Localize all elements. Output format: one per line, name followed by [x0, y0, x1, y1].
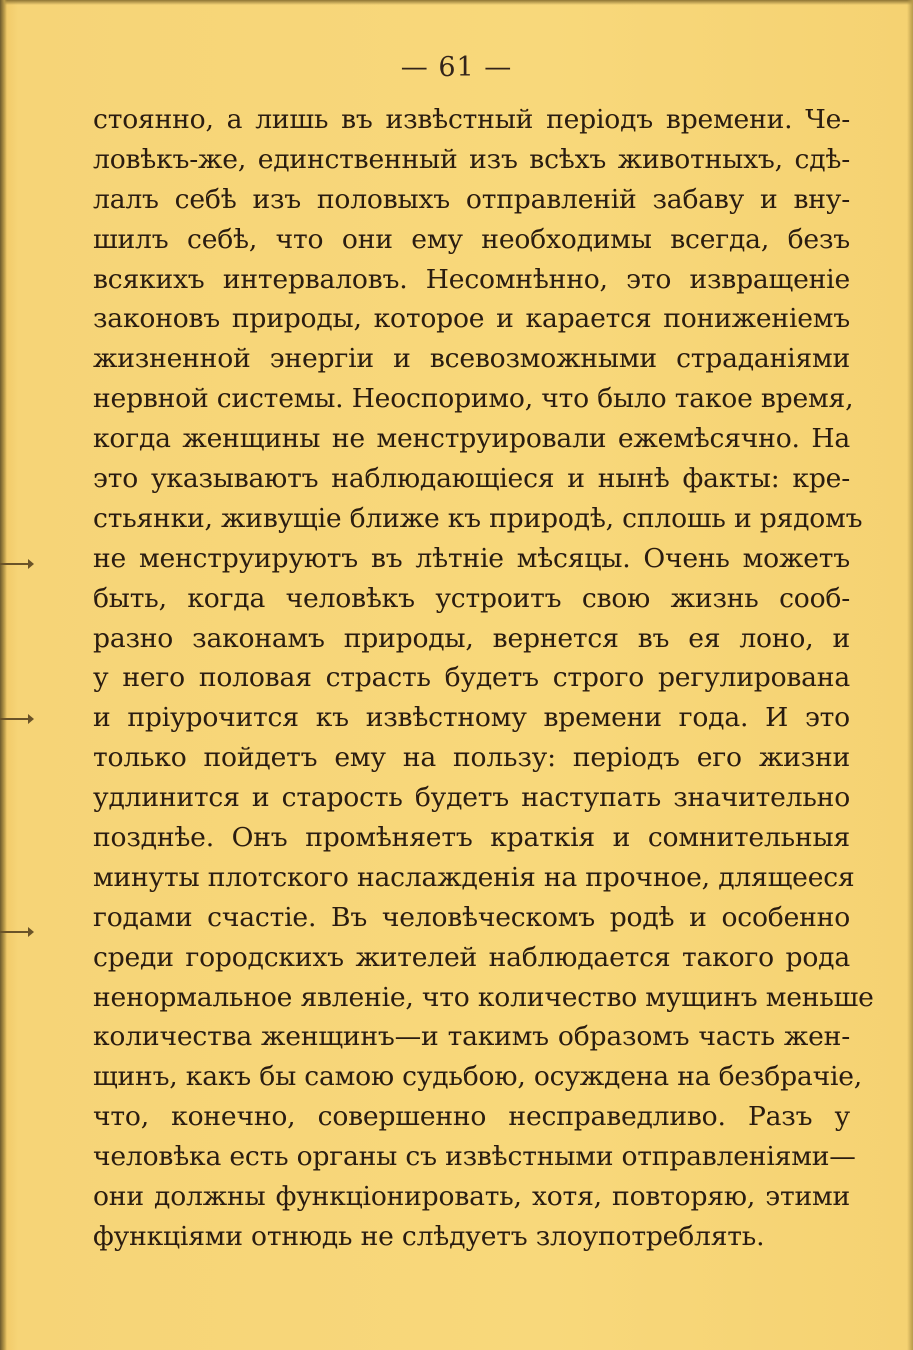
text-line: у него половая страсть будетъ строго регулирована: [93, 662, 850, 694]
body-text: [93, 100, 874, 1257]
text-line: щинъ, какъ бы самою судьбою, осуждена на безбрачіе,: [93, 1061, 863, 1093]
text-line: они должны функціонировать, хотя, повторяю, этими: [93, 1181, 850, 1213]
text-line: минуты плотского наслажденія на прочное, длящееся: [93, 861, 855, 893]
scan-edge-top: [0, 0, 913, 5]
text-line: годами счастіе. Въ человѣческомъ родѣ и особенно: [93, 901, 850, 933]
text-line: не менструируютъ въ лѣтніе мѣсяцы. Очень можетъ: [93, 542, 850, 574]
margin-mark: [0, 931, 30, 933]
scan-edge-right: [907, 0, 913, 1350]
text-line: человѣка есть органы съ извѣстными отправленіями—: [93, 1141, 856, 1173]
text-line: удлинится и старость будетъ наступать значительно: [93, 782, 850, 814]
text-line: функціями отнюдь не слѣдуетъ злоупотреблять.: [93, 1220, 765, 1252]
text-line: стьянки, живущіе ближе къ природѣ, сплошь и рядомъ: [93, 502, 863, 534]
text-line: среди городскихъ жителей наблюдается такого рода: [93, 941, 850, 973]
scan-edge-left: [0, 0, 7, 1350]
text-line: ненормальное явленіе, что количество мущинъ меньше: [93, 981, 874, 1013]
text-line: количества женщинъ—и такимъ образомъ часть жен-: [93, 1021, 850, 1053]
margin-mark: [0, 563, 30, 565]
text-line: лалъ себѣ изъ половыхъ отправленій забаву и вну-: [93, 183, 850, 215]
text-line: только пойдетъ ему на пользу: періодъ его жизни: [93, 742, 850, 774]
text-line: законовъ природы, которое и карается пониженіемъ: [93, 303, 850, 335]
text-line: нервной системы. Неоспоримо, что было такое время,: [93, 383, 854, 415]
text-line: стоянно, а лишь въ извѣстный періодъ времени. Че-: [93, 104, 850, 135]
text-line: позднѣе. Онъ промѣняетъ краткія и сомнительныя: [93, 822, 850, 854]
text-line: ловѣкъ-же, единственный изъ всѣхъ животныхъ, сдѣ-: [93, 143, 850, 175]
margin-mark: [0, 718, 30, 720]
text-line: это указываютъ наблюдающіеся и нынѣ факты: кре-: [93, 463, 850, 495]
text-line: и пріурочится къ извѣстному времени года. И это: [93, 702, 850, 734]
text-line: шилъ себѣ, что они ему необходимы всегда, безъ: [93, 223, 850, 255]
page-number: — 61 —: [400, 52, 513, 83]
text-line: всякихъ интерваловъ. Несомнѣнно, это извращеніе: [93, 263, 850, 295]
text-line: что, конечно, совершенно несправедливо. Разъ у: [93, 1101, 850, 1133]
text-line: быть, когда человѣкъ устроитъ свою жизнь сооб-: [93, 582, 850, 614]
text-line: когда женщины не менструировали ежемѣсячно. На: [93, 423, 850, 455]
text-line: жизненной энергіи и всевозможными страданіями: [93, 343, 850, 375]
text-line: разно законамъ природы, вернется въ ея лоно, и: [93, 622, 850, 654]
